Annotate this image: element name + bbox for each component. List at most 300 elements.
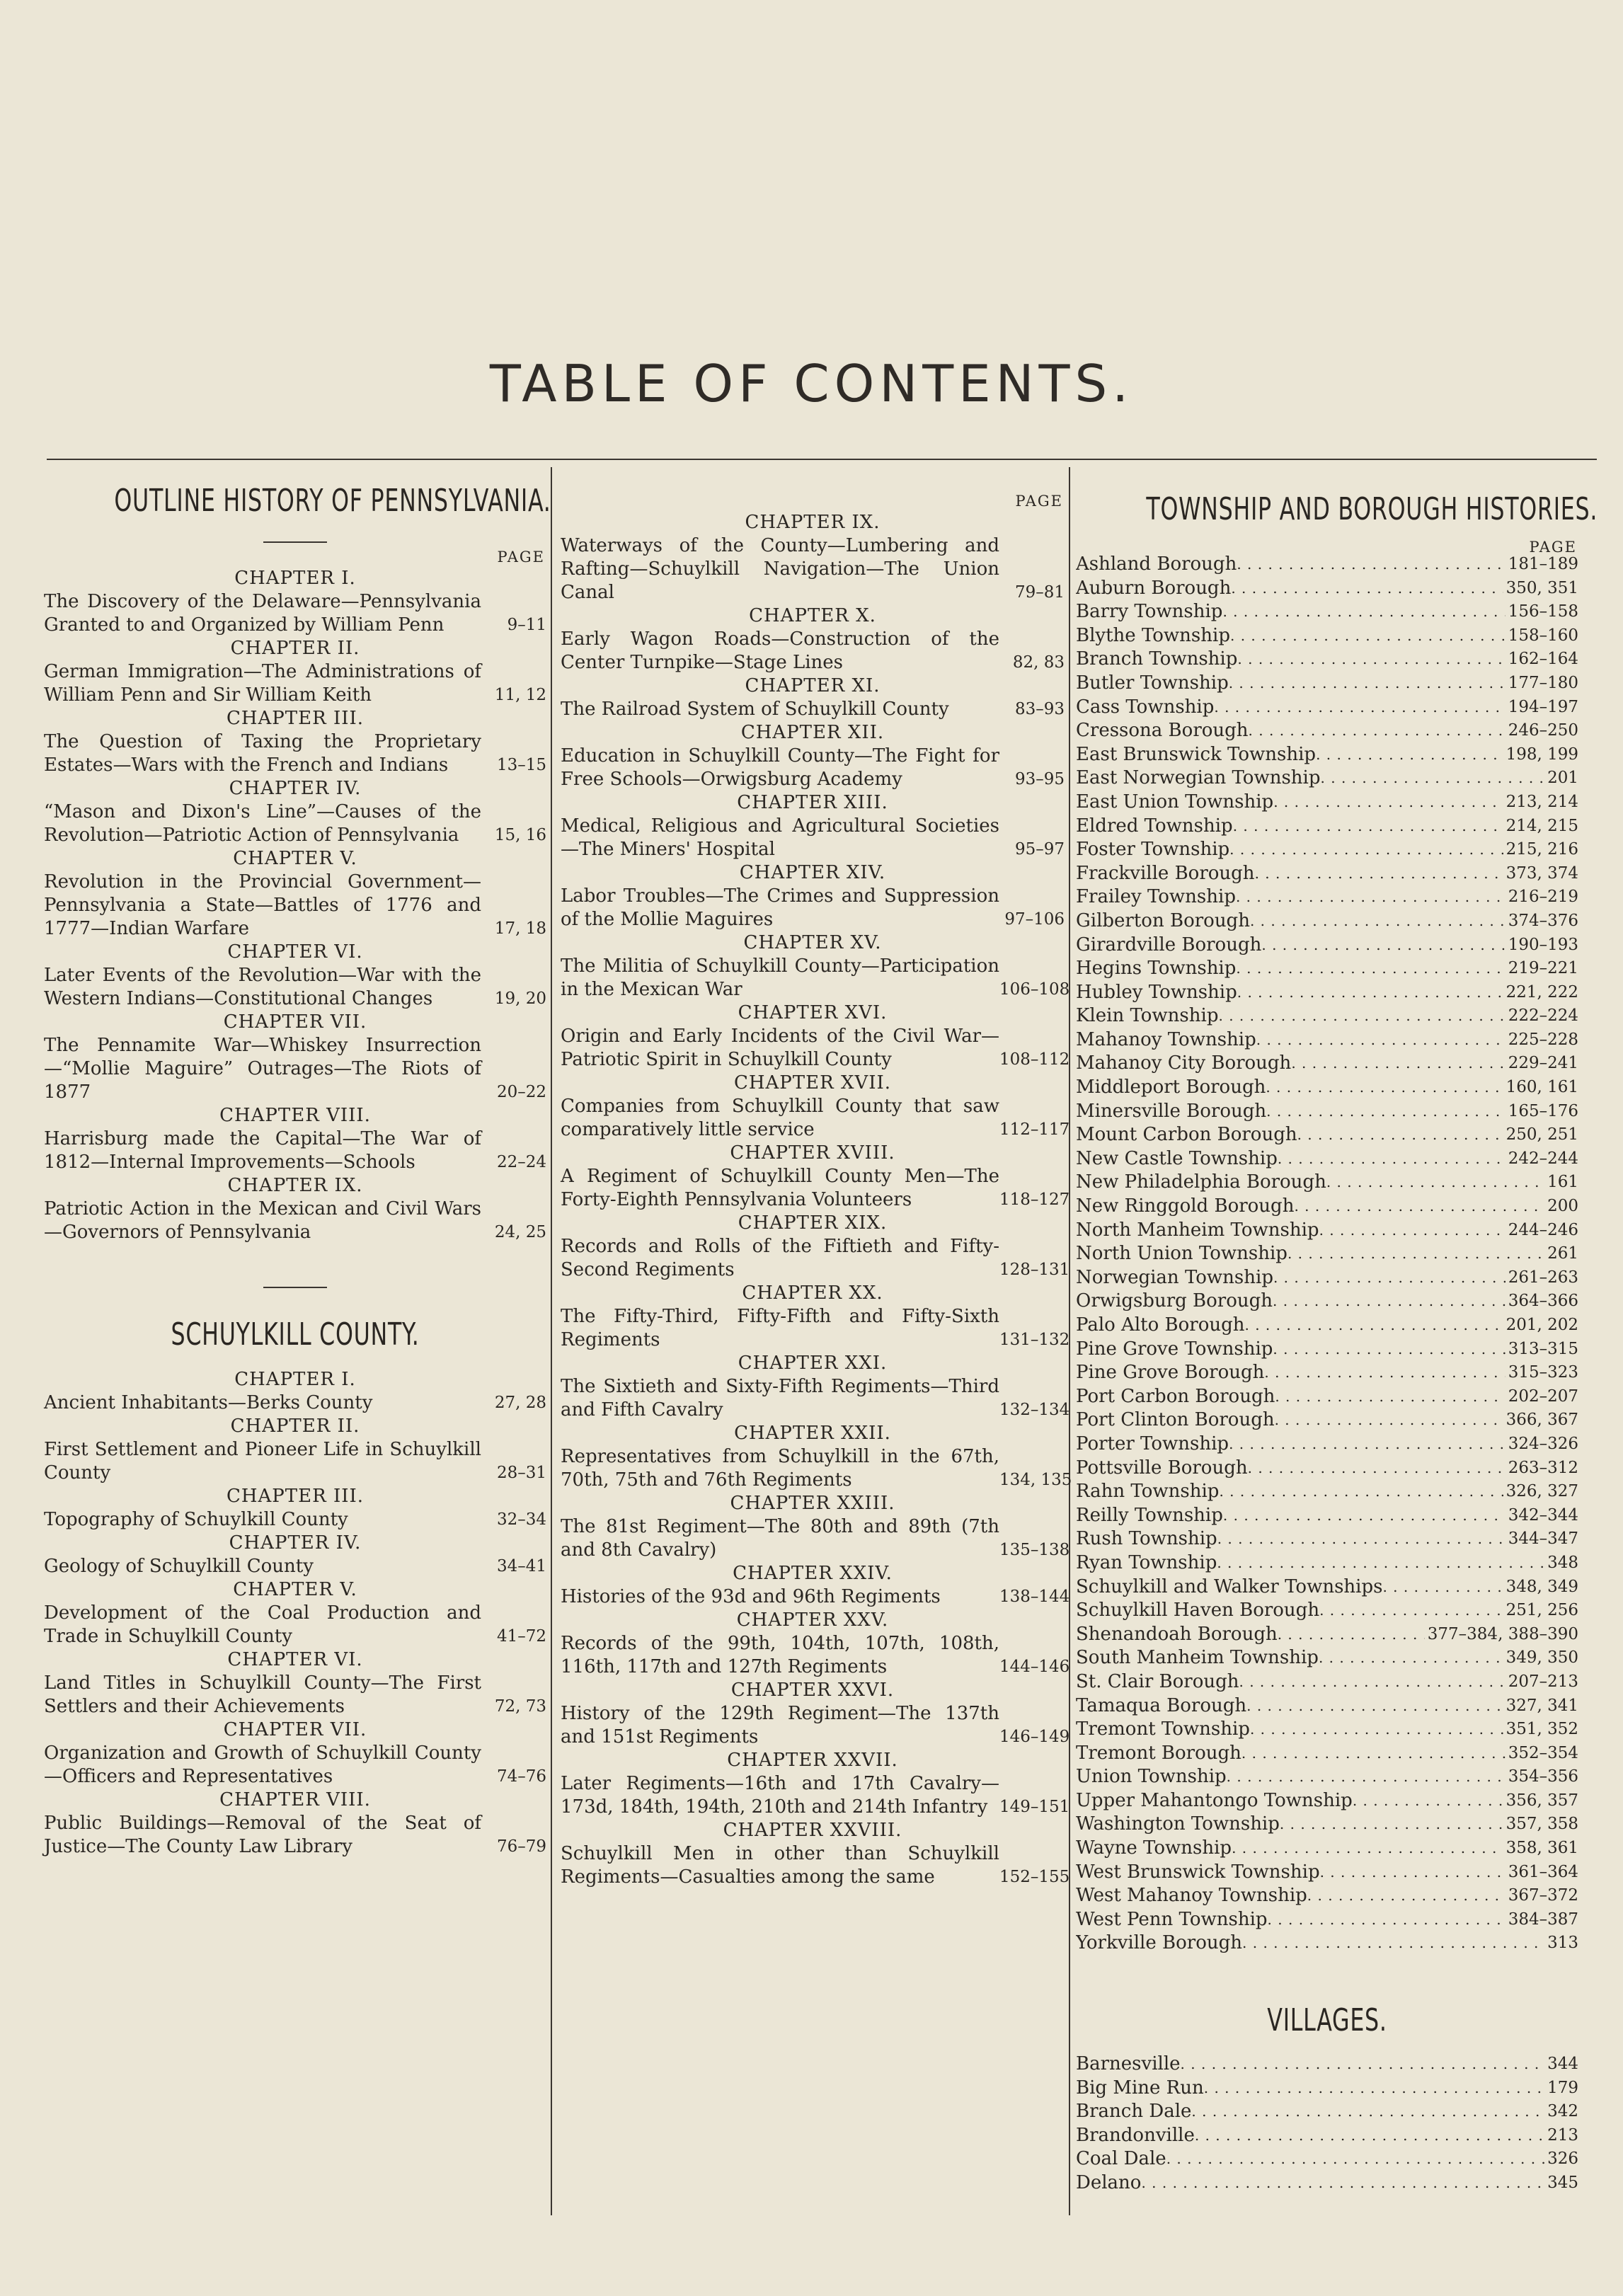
township-row [1076,1575,1578,1600]
chapter-heading: CHAPTER VII. [223,1719,367,1740]
dot-leader [1255,862,1503,886]
section-heading-villages: VILLAGES. [1267,2002,1387,2039]
chapter-title: The 81st Regiment—The 80th and 89th (7th and 8th Cavalry) [561,1516,999,1561]
dot-leader [1273,1338,1505,1362]
page-number: 152–155 [999,1868,1070,1886]
chapter-heading: CHAPTER XVII. [733,1072,892,1094]
column-middle [561,469,1072,1889]
section-heading-schuylkill: SCHUYLKILL COUNTY. [171,1316,420,1353]
page-number: 20–22 [496,1083,546,1101]
dot-leader [1222,600,1505,624]
chapter-description-row [561,698,1065,721]
dot-leader [1195,2124,1544,2148]
chapter-description-row [561,1445,1072,1492]
page-number: 83–93 [1014,700,1065,718]
chapter-title: History of the 129th Regiment—The 137th and 151st Regiments [561,1703,999,1747]
dot-leader [1278,1147,1506,1171]
chapter-heading: CHAPTER IX. [745,512,881,533]
township-row [1076,719,1578,743]
toc-chapter-entry [561,861,1065,931]
chapter-heading: CHAPTER XX. [742,1282,883,1304]
page-number: 225–228 [1508,1030,1578,1049]
entry-name: Barnesville [1076,2053,1181,2075]
entry-name: Yorkville Borough [1076,1932,1243,1954]
township-row [1076,1076,1578,1100]
dot-leader [1239,1670,1505,1694]
page-number: 118–127 [999,1190,1070,1209]
toc-chapter-entry [44,847,546,941]
page-number: 156–158 [1508,602,1578,621]
entry-name: Frailey Township [1076,886,1236,908]
chapter-title: A Regiment of Schuylkill County Men—The Forty-Eighth Pennsylvania Volunteers [561,1166,999,1210]
entry-name: Rahn Township [1076,1481,1220,1503]
township-row [1076,1290,1578,1314]
entry-name: Cressona Borough [1076,720,1249,742]
entry-name: Tremont Township [1076,1718,1250,1740]
entry-name: Schuylkill Haven Borough [1076,1600,1320,1621]
chapter-heading: CHAPTER XXV. [736,1609,889,1631]
page-number: 367–372 [1508,1886,1578,1905]
page-number: 349, 350 [1506,1648,1578,1668]
page-number: 384–387 [1508,1910,1578,1929]
chapter-description-row [561,1585,1070,1609]
toc-chapter-entry [561,1492,1070,1562]
toc-chapter-entry [561,721,1065,791]
page-number: 138–144 [999,1588,1070,1606]
chapter-description-row [44,964,546,1011]
column-divider [551,467,552,2215]
chapter-heading: CHAPTER XIX. [738,1212,888,1234]
township-list [1076,553,1578,1956]
page-number: 15, 16 [494,826,546,844]
dot-leader [1297,1123,1503,1147]
toc-chapter-entry [561,1142,1070,1212]
chapter-heading: CHAPTER VI. [227,1649,363,1670]
page-number: 219–221 [1508,959,1578,978]
page-number: 342 [1547,2102,1578,2121]
chapter-title: Organization and Growth of Schuylkill County—Officers and Representatives [44,1743,481,1787]
dot-leader [1326,1171,1544,1195]
page-number: 22–24 [496,1153,546,1171]
entry-name: Upper Mahantongo Township [1076,1789,1353,1811]
chapter-heading: CHAPTER XIII. [737,792,888,813]
township-row [1076,1123,1578,1147]
dot-leader [1319,1599,1503,1623]
chapter-heading: CHAPTER II. [230,638,360,659]
toc-chapter-entry [561,1282,1070,1352]
chapter-heading: CHAPTER VI. [227,941,363,963]
township-row [1076,672,1578,696]
chapter-description-row [44,871,546,941]
column-left [44,469,551,1859]
dot-leader [1256,1028,1506,1052]
chapter-description-row [44,800,546,847]
dot-leader [1245,1314,1503,1338]
dot-leader [1273,791,1503,815]
township-row [1076,696,1578,720]
page-number: 374–376 [1508,911,1578,930]
chapter-title: First Settlement and Pioneer Life in Schuylkill County [44,1439,481,1483]
toc-chapter-entry [561,1819,1070,1889]
page-number: 128–131 [999,1261,1070,1279]
township-row [1076,815,1578,839]
chapter-description-row [44,1391,546,1415]
toc-chapter-entry [561,511,1065,604]
chapter-description-row [44,590,546,637]
chapter-description-row [44,1438,546,1485]
chapter-title: Companies from Schuylkill County that saw comparatively little service [561,1096,999,1140]
page-number: 17, 18 [494,919,546,938]
village-row [1076,2171,1578,2195]
entry-name: Blythe Township [1076,624,1230,646]
page-number: 158–160 [1508,626,1578,645]
chapter-description-row [561,1165,1070,1212]
page-number: 326 [1547,2149,1578,2169]
page-number: 108–112 [999,1050,1070,1069]
township-row [1076,1338,1578,1362]
township-row [1076,1242,1578,1266]
page-number: 41–72 [496,1627,546,1646]
dot-leader [1382,1575,1503,1600]
page-number: 72, 73 [494,1697,546,1716]
entry-name: East Norwegian Township [1076,767,1321,789]
page-column-label: PAGE [1015,493,1063,510]
page-number: 373, 374 [1506,863,1578,883]
chapter-title: Patriotic Action in the Mexican and Civil Wars—Governors of Pennsylvania [44,1198,481,1243]
page-number: 198, 199 [1506,745,1578,764]
dot-leader [1236,957,1505,981]
entry-name: West Brunswick Township [1076,1861,1320,1883]
chapter-heading: CHAPTER VIII. [219,1789,371,1810]
township-row [1076,981,1578,1005]
toc-chapter-entry [44,1011,546,1104]
entry-name: Shenandoah Borough [1076,1623,1278,1645]
township-row [1076,862,1578,886]
chapter-description-row [561,745,1065,791]
chapter-description-row [561,955,1070,1001]
entry-name: South Manheim Township [1076,1647,1319,1669]
middle-chapter-list [561,511,1072,1889]
township-row [1076,1908,1578,1932]
chapter-title: Education in Schuylkill County—The Fight for Free Schools—Orwigsburg Academy [561,745,999,790]
chapter-title: German Immigration—The Administrations of William Penn and Sir William Keith [44,661,481,706]
dot-leader [1181,2053,1545,2077]
dot-leader [1230,624,1506,648]
chapter-heading: CHAPTER XXVII. [727,1750,898,1771]
page-number: 357, 358 [1506,1815,1578,1834]
dot-leader [1236,885,1506,909]
entry-name: Tamaqua Borough [1076,1694,1247,1716]
township-row [1076,838,1578,862]
section-heading-townships: TOWNSHIP AND BOROUGH HISTORIES. [1146,491,1598,527]
page-number: 177–180 [1508,673,1578,692]
entry-name: Klein Township [1076,1005,1219,1027]
township-row [1076,1623,1578,1647]
page-number: 161 [1547,1173,1578,1192]
dot-leader [1266,1076,1503,1100]
entry-name: Hegins Township [1076,958,1237,980]
toc-chapter-entry [44,567,546,637]
page-number: 216–219 [1508,888,1578,907]
entry-name: Butler Township [1076,672,1229,694]
chapter-heading: CHAPTER IX. [227,1175,363,1196]
page-number: 34–41 [496,1557,546,1575]
entry-name: Mahanoy City Borough [1076,1052,1292,1074]
township-row [1076,1670,1578,1694]
page-number: 28–31 [496,1464,546,1482]
chapter-heading: CHAPTER IV. [229,778,362,799]
page-number: 358, 361 [1506,1839,1578,1858]
page-number: 251, 256 [1506,1601,1578,1620]
dot-leader [1275,1385,1505,1409]
village-list [1076,2053,1578,2195]
chapter-heading: CHAPTER II. [230,1416,360,1437]
chapter-description-row [44,730,546,777]
entry-name: Tremont Borough [1076,1742,1241,1764]
entry-name: Pottsville Borough [1076,1457,1248,1479]
township-row [1076,1931,1578,1956]
chapter-heading: CHAPTER XXII. [734,1423,891,1444]
chapter-description-row [561,1025,1070,1072]
chapter-heading: CHAPTER XXIV. [733,1563,893,1584]
page-number: 242–244 [1508,1149,1578,1168]
chapter-description-row [561,1375,1070,1422]
page-number: 201, 202 [1506,1316,1578,1334]
page-number: 146–149 [999,1728,1070,1746]
entry-name: West Penn Township [1076,1908,1268,1930]
toc-chapter-entry [561,1001,1070,1072]
page-number: 24, 25 [494,1223,546,1241]
village-row [1076,2124,1578,2148]
chapter-heading: CHAPTER XXVIII. [723,1820,902,1841]
dot-leader [1307,1884,1506,1908]
chapter-title: The Sixtieth and Sixty-Fifth Regiments—Third and Fifth Cavalry [561,1376,999,1420]
page-number: 327, 341 [1506,1696,1578,1715]
page-number: 181–189 [1508,555,1578,573]
township-row [1076,577,1578,601]
dot-leader [1204,2077,1544,2101]
village-row [1076,2077,1578,2101]
page-number: 263–312 [1508,1458,1578,1477]
page-number: 246–250 [1508,721,1578,740]
dot-leader [1291,1052,1505,1076]
chapter-title: The Discovery of the Delaware—Pennsylvania Granted to and Organized by William Penn [44,591,481,636]
township-row [1076,1385,1578,1409]
chapter-heading: CHAPTER III. [226,1486,365,1507]
entry-name: East Union Township [1076,791,1274,813]
entry-name: Coal Dale [1076,2148,1166,2170]
page-number: 261 [1547,1244,1578,1263]
page-number: 79–81 [1014,583,1065,602]
entry-name: Hubley Township [1076,981,1237,1003]
chapter-description-row [44,1602,546,1648]
chapter-heading: CHAPTER XVI. [738,1002,888,1023]
township-row [1076,1004,1578,1028]
chapter-title: The Question of Taxing the Proprietary Estates—Wars with the French and Indians [44,731,481,776]
dot-leader [1241,1742,1506,1766]
chapter-description-row [561,1632,1070,1679]
dot-leader [1264,1361,1505,1385]
section-rule [263,541,327,543]
page-number: 97–106 [1004,910,1065,929]
chapter-heading: CHAPTER V. [233,1579,357,1600]
toc-chapter-entry [44,777,546,847]
township-row [1076,1100,1578,1124]
township-row [1076,1599,1578,1623]
page-number: 160, 161 [1506,1078,1578,1097]
entry-name: Mount Carbon Borough [1076,1124,1297,1146]
entry-name: North Manheim Township [1076,1219,1319,1241]
dot-leader [1268,1908,1506,1932]
page-number: 202–207 [1508,1387,1578,1406]
township-row [1076,767,1578,791]
chapter-title: The Railroad System of Schuylkill County [561,699,949,720]
toc-chapter-entry [44,1789,546,1859]
entry-name: North Union Township [1076,1243,1287,1265]
chapter-title: Waterways of the County—Lumbering and Rafting—Schuylkill Navigation—The Union Canal [561,535,999,603]
chapter-description-row [44,1127,546,1174]
dot-leader [1266,1100,1506,1124]
page-number: 207–213 [1508,1672,1578,1691]
dot-leader [1316,743,1503,767]
page-number: 135–138 [999,1541,1070,1559]
township-row [1076,1266,1578,1290]
dot-leader [1233,815,1503,839]
dot-leader [1231,577,1503,601]
page-number: 213 [1547,2125,1578,2145]
page-number: 361–364 [1508,1862,1578,1881]
township-row [1076,1195,1578,1219]
entry-name: Pine Grove Township [1076,1338,1273,1360]
entry-name: Branch Dale [1076,2101,1192,2123]
township-row [1076,1694,1578,1718]
entry-name: Palo Alto Borough [1076,1314,1245,1336]
chapter-description-row [561,1305,1070,1352]
chapter-title: Representatives from Schuylkill in the 67th, 70th, 75th and 76th Regiments [561,1446,999,1491]
toc-chapter-entry [561,604,1065,675]
page-column-label: PAGE [1529,539,1577,556]
chapter-heading: CHAPTER XVIII. [730,1142,895,1164]
township-row [1076,1480,1578,1504]
township-row [1076,1504,1578,1528]
township-row [1076,1742,1578,1766]
dot-leader [1218,1004,1505,1028]
page-number: 326, 327 [1506,1482,1578,1501]
township-row [1076,648,1578,672]
village-row [1076,2100,1578,2124]
chapter-heading: CHAPTER XII. [740,722,885,743]
entry-name: Washington Township [1076,1813,1280,1835]
page-number: 351, 352 [1506,1720,1578,1739]
township-row [1076,1147,1578,1171]
chapter-title: Land Titles in Schuylkill County—The First Settlers and their Achievements [44,1672,481,1717]
entry-name: New Ringgold Borough [1076,1195,1295,1217]
township-row [1076,1314,1578,1338]
page-number: 352–354 [1508,1743,1578,1762]
entry-name: New Philadelphia Borough [1076,1171,1326,1193]
entry-name: St. Clair Borough [1076,1670,1239,1692]
chapter-description-row [44,1672,546,1718]
township-row [1076,957,1578,981]
dot-leader [1273,1266,1506,1290]
page-number: 32–34 [496,1510,546,1529]
toc-chapter-entry [44,1104,546,1174]
township-row [1076,1884,1578,1908]
township-row [1076,1028,1578,1052]
dot-leader [1223,1504,1506,1528]
page-number: 344–347 [1508,1529,1578,1549]
outline-chapter-list [44,567,546,1244]
toc-chapter-entry [44,1174,546,1244]
township-row [1076,1646,1578,1670]
page-number: 356, 357 [1506,1791,1578,1810]
village-row [1076,2053,1578,2077]
page-number: 165–176 [1508,1101,1578,1120]
township-row [1076,885,1578,909]
page-number: 313 [1547,1934,1578,1953]
dot-leader [1217,1551,1544,1575]
column-right [1076,469,1598,2195]
dot-leader [1237,981,1503,1005]
entry-name: West Mahanoy Township [1076,1885,1307,1907]
township-row [1076,743,1578,767]
entry-name: East Brunswick Township [1076,743,1317,765]
township-row [1076,600,1578,624]
entry-name: Union Township [1076,1766,1227,1788]
chapter-title: “Mason and Dixon's Line”—Causes of the Revolution—Patriotic Action of Pennsylvania [44,801,481,846]
township-row [1076,909,1578,934]
township-row [1076,1457,1578,1481]
dot-leader [1280,1813,1503,1837]
chapter-heading: CHAPTER VII. [223,1011,367,1033]
page-number: 366, 367 [1506,1411,1578,1430]
township-row [1076,1361,1578,1385]
page-number: 201 [1547,769,1578,788]
entry-name: Pine Grove Borough [1076,1362,1265,1384]
chapter-heading: CHAPTER XI. [745,675,881,696]
entry-name: Brandonville [1076,2124,1195,2146]
entry-name: New Castle Township [1076,1147,1278,1169]
page-number: 76–79 [496,1837,546,1856]
page-number: 344 [1547,2055,1578,2074]
entry-name: Port Carbon Borough [1076,1385,1275,1407]
township-row [1076,1551,1578,1575]
page-number: 313–315 [1508,1339,1578,1358]
chapter-title: Later Regiments—16th and 17th Cavalry—173d, 184th, 194th, 210th and 214th Infantry [561,1773,999,1818]
entry-name: Mahanoy Township [1076,1028,1256,1050]
dot-leader [1219,1480,1503,1504]
toc-chapter-entry [44,1368,546,1415]
entry-name: Porter Township [1076,1433,1229,1454]
dot-leader [1319,1219,1506,1243]
chapter-title: The Fifty-Third, Fifty-Fifth and Fifty-Sixth Regiments [561,1306,999,1350]
township-row [1076,1527,1578,1551]
township-row [1076,1433,1578,1457]
chapter-description-row [44,1812,546,1859]
page-number: 27, 28 [494,1394,546,1412]
toc-chapter-entry [561,1422,1072,1492]
page-number: 244–246 [1508,1220,1578,1239]
entry-name: Branch Township [1076,648,1238,670]
page-number: 250, 251 [1506,1125,1578,1144]
toc-chapter-entry [44,1578,546,1648]
chapter-heading: CHAPTER I. [234,568,356,589]
dot-leader [1246,1694,1503,1718]
dot-leader [1227,1765,1506,1789]
entry-name: Reilly Township [1076,1504,1223,1526]
toc-chapter-entry [561,1609,1070,1679]
page-number: 200 [1547,1197,1578,1216]
